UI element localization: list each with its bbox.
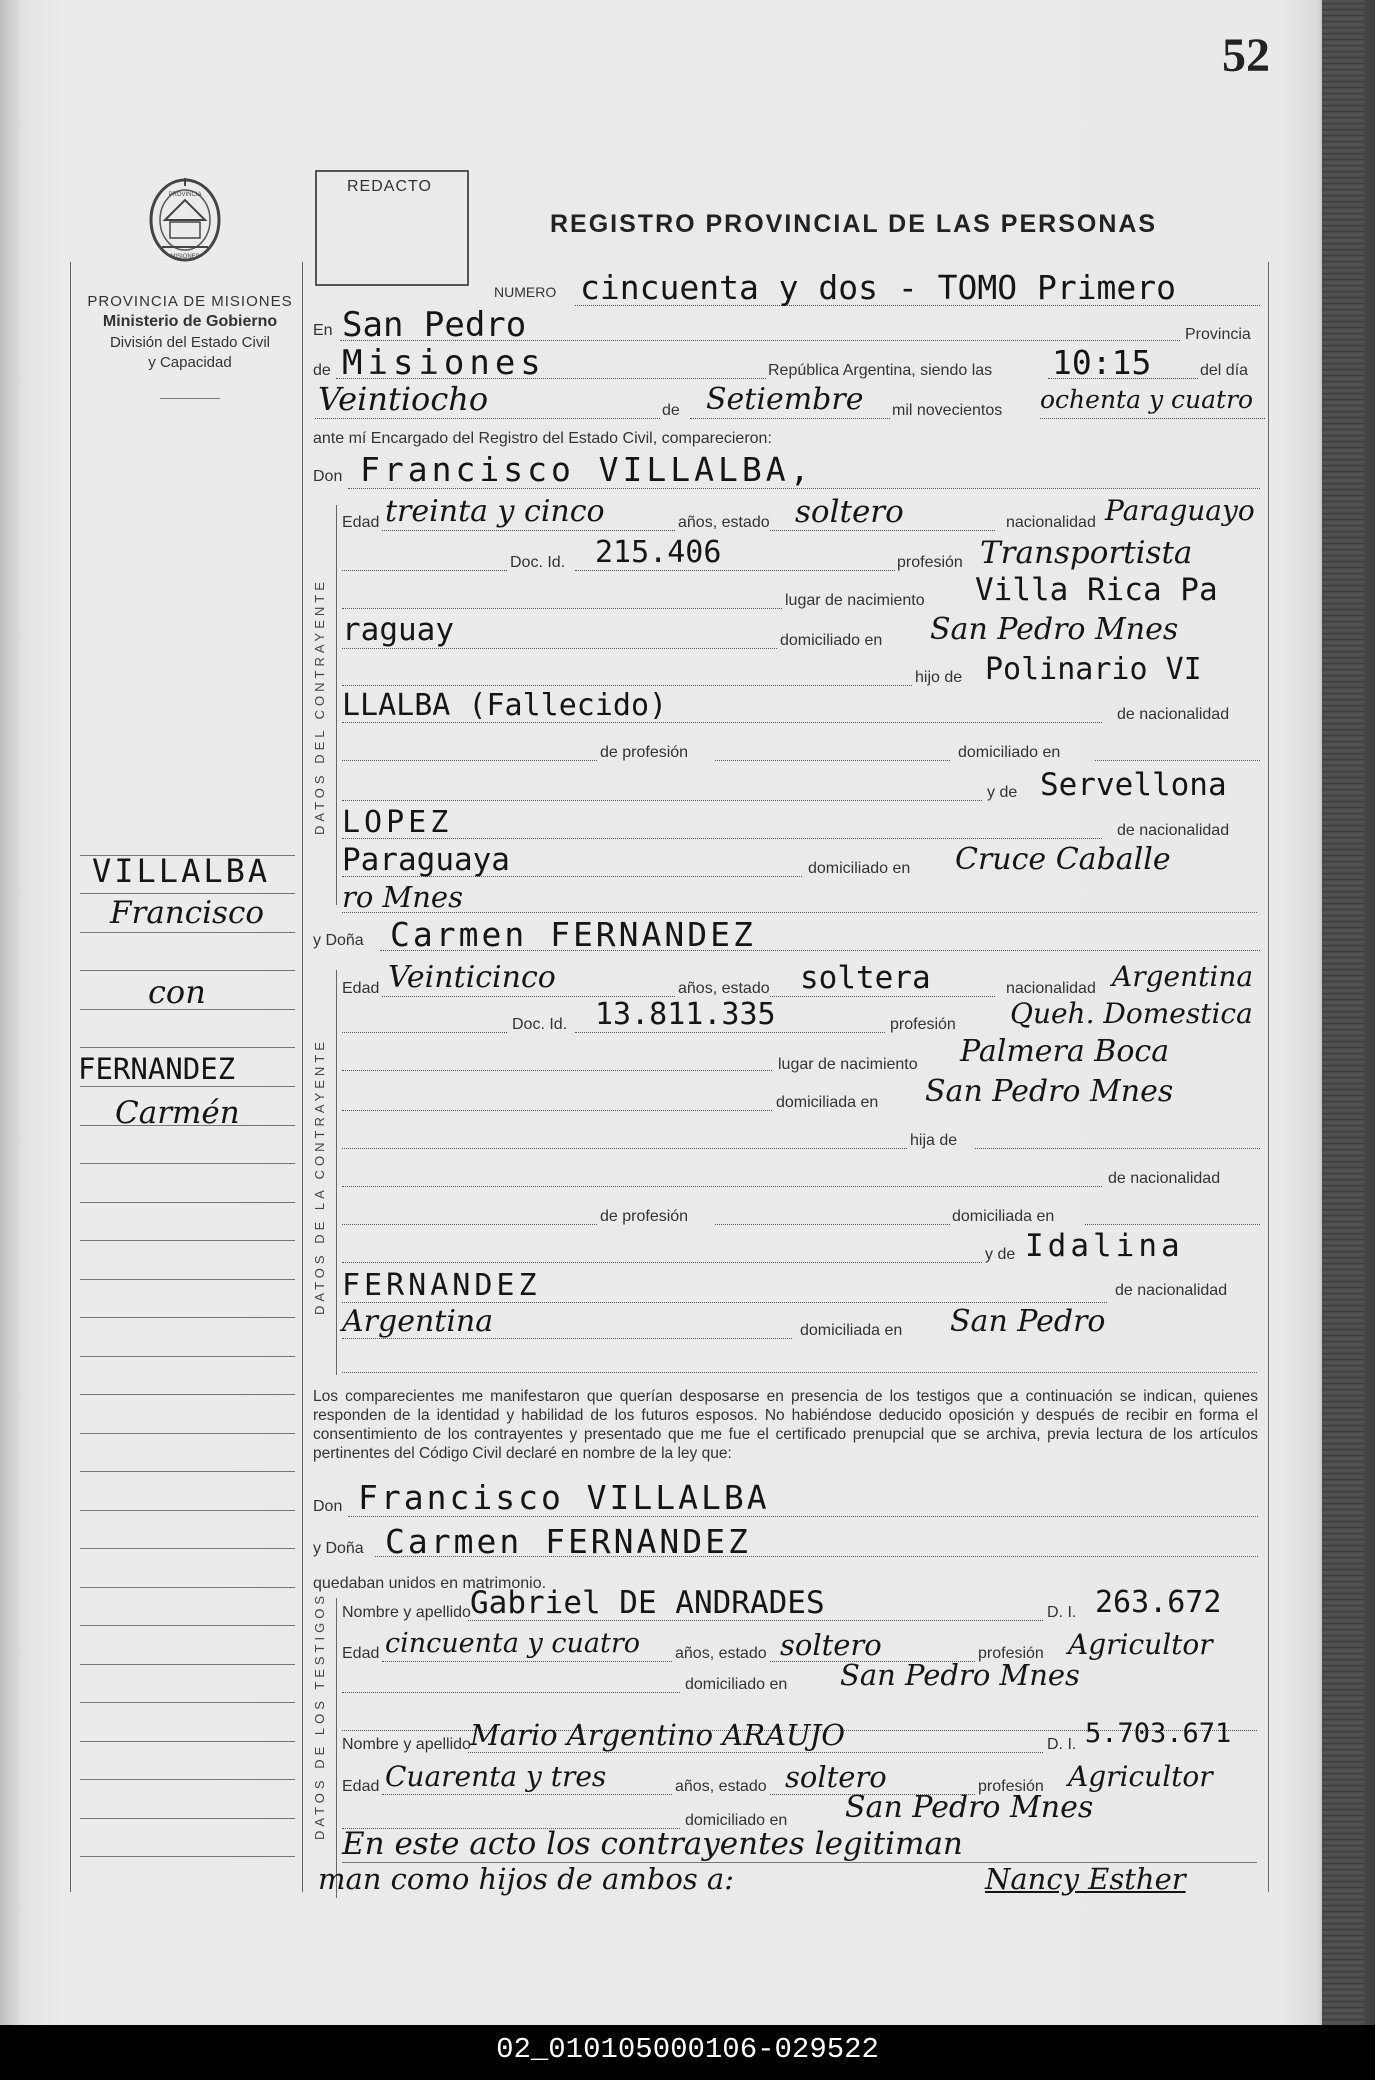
margin-rule [80, 1664, 295, 1665]
groom-blank-line [342, 760, 597, 761]
groom-lugar-2: raguay [342, 612, 454, 648]
de-mes-label: de [662, 402, 680, 419]
groom-blank-line [342, 570, 507, 571]
bride-padre-nac-label: de nacionalidad [1108, 1170, 1221, 1187]
bride-domicilio: San Pedro Mnes [925, 1074, 1174, 1109]
witness2-prof-label: profesión [978, 1778, 1044, 1795]
declared-don-label: Don [313, 1498, 343, 1515]
groom-estado-label: años, estado [678, 514, 770, 531]
numero-label: NUMERO [494, 284, 557, 300]
margin-rule [80, 893, 295, 894]
margin-rule [80, 1356, 295, 1357]
witness2-edad-line [382, 1794, 672, 1795]
bride-profesion: Queh. Domestica [1010, 997, 1253, 1030]
margin-rule [80, 1856, 295, 1857]
margin-rule [80, 1240, 295, 1241]
mil-label: mil novecientos [892, 402, 1003, 419]
groom-padre-1: Polinario VI [985, 652, 1202, 687]
witness1-prof-label: profesión [978, 1645, 1044, 1662]
groom-edad-line [382, 530, 675, 531]
witness2-domicilio: San Pedro Mnes [845, 1790, 1094, 1825]
witness2-estado: soltero [785, 1760, 887, 1794]
bride-blank-line [715, 1224, 950, 1225]
margin-rule [80, 1279, 295, 1280]
groom-blank-line [342, 800, 982, 801]
header-divider [160, 398, 220, 399]
bride-padre-dom-label: domiciliada en [952, 1208, 1055, 1225]
margin-rule [80, 1702, 295, 1703]
republica-label: República Argentina, siendo las [768, 362, 993, 379]
witness1-di: 263.672 [1095, 1585, 1222, 1620]
bride-prof-label: profesión [890, 1016, 956, 1033]
groom-doc-line [575, 570, 895, 571]
groom-madre-1: Servellona [1040, 767, 1227, 803]
bride-yde-label: y de [985, 1246, 1016, 1263]
groom-blank-line [342, 608, 782, 609]
groom-doc-label: Doc. Id. [510, 554, 566, 571]
bride-bracket [336, 970, 337, 1375]
witness1-estado-label: años, estado [675, 1645, 767, 1662]
bride-blank-line [342, 1224, 597, 1225]
bride-madre-2: FERNANDEZ [342, 1268, 541, 1303]
bride-madre-1: Idalina [1025, 1228, 1184, 1264]
groom-edad: treinta y cinco [385, 494, 605, 529]
witness2-estado-label: años, estado [675, 1778, 767, 1795]
seal-top-text: PROVINCIA [168, 192, 202, 198]
seal-bottom-text: MISIONES [170, 254, 200, 260]
margin-rule [80, 1433, 295, 1434]
groom-madre-dom-2: ro Mnes [342, 880, 463, 914]
anio-value: ochenta y cuatro [1040, 385, 1254, 414]
groom-blank-line [342, 685, 912, 686]
provincia-label: Provincia [1185, 326, 1251, 343]
groom-name: Francisco VILLALBA, [360, 450, 814, 489]
hora-value: 10:15 [1052, 343, 1152, 382]
margin-rule [80, 1471, 295, 1472]
groom-padre-prof-label: de profesión [600, 744, 689, 761]
bride-blank-line [342, 1070, 772, 1071]
groom-profesion: Transportista [980, 535, 1193, 571]
bride-doc: 13.811.335 [595, 997, 776, 1032]
dia-value: Veintiocho [318, 380, 489, 418]
witness1-edad: cincuenta y cuatro [385, 1628, 641, 1659]
dona-label: y Doña [313, 932, 364, 949]
witness2-di-label: D. I. [1047, 1736, 1077, 1753]
redacto-label: REDACTO [347, 178, 432, 195]
groom-madre-2: LOPEZ [342, 805, 453, 840]
dia-line [315, 418, 660, 419]
bride-padre-line [975, 1148, 1260, 1149]
bride-padre-prof-label: de profesión [600, 1208, 689, 1225]
page-number: 52 [1222, 29, 1270, 82]
numero-value: cincuenta y dos - TOMO Primero [580, 268, 1177, 307]
margin-rule [80, 1086, 295, 1087]
margin-rule [80, 1548, 295, 1549]
groom-madre-nac-label: de nacionalidad [1117, 822, 1230, 839]
bride-madre-dom-label: domiciliada en [800, 1322, 903, 1339]
anio-line [1040, 418, 1265, 419]
bride-edad: Veinticinco [388, 960, 556, 995]
margin-rule [80, 1741, 295, 1742]
groom-hijo-label: hijo de [915, 669, 963, 686]
witness1-blank-line [342, 1692, 680, 1693]
witness2-name-line [468, 1752, 1043, 1753]
ante-text: ante mí Encargado del Registro del Estado Civil, comparecieron: [313, 430, 772, 447]
witness2-name: Mario Argentino ARAUJO [470, 1718, 846, 1752]
groom-prof-label: profesión [897, 554, 963, 571]
margin-groom-surname: VILLALBA [92, 852, 271, 890]
witness2-name-label: Nombre y apellido [342, 1736, 471, 1753]
margin-border [302, 262, 303, 1892]
bride-blank-line [342, 1262, 982, 1263]
register-title: REGISTRO PROVINCIAL DE LAS PERSONAS [550, 210, 1158, 238]
witness1-profesion: Agricultor [1068, 1628, 1213, 1661]
redacto-box [315, 170, 469, 286]
witness2-dom-label: domiciliado en [685, 1812, 788, 1829]
margin-groom-name: Francisco [110, 895, 264, 931]
bride-hija-label: hija de [910, 1132, 958, 1149]
left-border [70, 262, 71, 1892]
margin-rule [80, 1047, 295, 1048]
groom-dom-label: domiciliado en [780, 632, 883, 649]
margin-rule [80, 1818, 295, 1819]
bride-blank-line [342, 1148, 907, 1149]
document-id: 02_010105000106-029522 [496, 2033, 879, 2066]
groom-lugar-1: Villa Rica Pa [975, 572, 1218, 608]
note-line-2b: Nancy Esther [985, 1862, 1186, 1896]
witness2-di: 5.703.671 [1085, 1718, 1232, 1749]
bride-blank-line [342, 1186, 1102, 1187]
don-label: Don [313, 468, 343, 485]
margin-rule [80, 1587, 295, 1588]
witness1-name-label: Nombre y apellido [342, 1604, 471, 1621]
groom-lugar-label: lugar de nacimiento [785, 592, 925, 609]
bride-estado-line [770, 996, 995, 997]
margin-rule [80, 932, 295, 933]
margin-rule [80, 1779, 295, 1780]
bride-blank-line [1085, 1224, 1260, 1225]
bride-doc-label: Doc. Id. [512, 1016, 568, 1033]
bride-doc-line [575, 1032, 885, 1033]
margin-con: con [148, 973, 206, 1011]
bride-blank-line [342, 1110, 772, 1111]
margin-rule [80, 1625, 295, 1626]
bride-name: Carmen FERNANDEZ [390, 915, 756, 954]
groom-madre-dom-label: domiciliado en [808, 860, 911, 877]
margin-bride-surname: FERNANDEZ [78, 1052, 236, 1086]
declared-dona: Carmen FERNANDEZ [385, 1522, 751, 1561]
division-label: División del Estado Civil [109, 334, 271, 351]
declared-don: Francisco VILLALBA [358, 1478, 770, 1517]
groom-madre-line [342, 838, 1102, 839]
mes-line [690, 418, 890, 419]
groom-madre-dom-line [342, 912, 1257, 913]
witness2-profesion: Agricultor [1068, 1760, 1213, 1793]
witness-section-label: DATOS DE LOS TESTIGOS [312, 1592, 327, 1840]
groom-madre-nac: Paraguaya [342, 842, 510, 878]
groom-yde-label: y de [987, 784, 1018, 801]
bride-lugar-label: lugar de nacimiento [778, 1056, 918, 1073]
declaration-text: Los comparecientes me manifestaron que querían desposarse en presencia de los testigos que a continuación se indican, quienes responden de la identidad y habilidad de los futuros esposos. No habiéndose deducido oposición y después de recibir en forma el consentimiento de los contrayentes y presentado que me fue el certificado prenupcial que se archiva, previa lectura de los artículos pertinentes del Código Civil declaré en nombre de la ley que: [313, 1388, 1258, 1462]
bride-nacionalidad: Argentina [1112, 960, 1254, 993]
groom-madre-dom-1: Cruce Caballe [955, 842, 1171, 877]
witness2-edad-label: Edad [342, 1778, 380, 1795]
groom-domicilio: San Pedro Mnes [930, 612, 1179, 647]
declared-dona-label: y Doña [313, 1540, 364, 1557]
groom-estado-line [770, 530, 995, 531]
margin-rule [80, 1394, 295, 1395]
del-dia-label: del día [1200, 362, 1249, 379]
witness-bracket [336, 1598, 337, 1898]
mes-value: Setiembre [706, 382, 864, 417]
groom-nacionalidad: Paraguayo [1105, 494, 1255, 527]
margin-rule [80, 970, 295, 971]
bride-madre-nac-label: de nacionalidad [1115, 1282, 1228, 1299]
bride-blank-line [342, 1032, 507, 1033]
bride-blank-line [342, 1372, 1257, 1373]
bride-dom-label: domiciliada en [776, 1094, 879, 1111]
groom-nac-label: nacionalidad [1006, 514, 1096, 531]
groom-bracket [336, 505, 337, 905]
bride-madre-nac: Argentina [342, 1304, 494, 1339]
margin-rule [80, 1202, 295, 1203]
bride-estado: soltera [800, 960, 931, 996]
groom-lugar-line [342, 648, 777, 649]
en-value: San Pedro [342, 305, 527, 345]
capacity-label: y Capacidad [148, 354, 232, 371]
de-label: de [313, 362, 331, 379]
bride-lugar: Palmera Boca [960, 1034, 1170, 1069]
groom-doc: 215.406 [595, 535, 722, 570]
groom-section-label: DATOS DEL CONTRAYENTE [312, 578, 327, 835]
quedaban-text: quedaban unidos en matrimonio. [313, 1575, 547, 1592]
bride-madre-dom: San Pedro [950, 1304, 1106, 1339]
right-border [1268, 262, 1269, 1892]
ministry-label: Ministerio de Gobierno [102, 313, 278, 330]
book-spine [1322, 0, 1364, 2025]
groom-padre-dom-label: domiciliado en [958, 744, 1061, 761]
witness1-edad-label: Edad [342, 1645, 380, 1662]
witness2-edad: Cuarenta y tres [385, 1760, 607, 1793]
witness1-name: Gabriel DE ANDRADES [470, 1585, 825, 1621]
groom-padre-2: LLALBA (Fallecido) [342, 688, 668, 723]
groom-blank-line [715, 760, 950, 761]
de-value: Misiones [342, 343, 546, 383]
witness1-edad-line [382, 1661, 672, 1662]
note-line-1: En este acto los contrayentes legitiman [342, 1826, 963, 1862]
groom-padre-nac-label: de nacionalidad [1117, 706, 1230, 723]
margin-rule [80, 1510, 295, 1511]
margin-rule [80, 1317, 295, 1318]
witness1-dom-label: domiciliado en [685, 1676, 788, 1693]
witness1-domicilio: San Pedro Mnes [840, 1658, 1080, 1692]
witness1-di-label: D. I. [1047, 1604, 1077, 1621]
bride-estado-label: años, estado [678, 980, 770, 997]
bride-nac-label: nacionalidad [1006, 980, 1096, 997]
groom-edad-label: Edad [342, 514, 380, 531]
groom-blank-line [1095, 760, 1260, 761]
margin-bride-name: Carmén [115, 1095, 240, 1131]
bride-section-label: DATOS DE LA CONTRAYENTE [312, 1038, 327, 1315]
groom-estado: soltero [795, 494, 904, 530]
note-line-2a: man como hijos de ambos a: [318, 1862, 734, 1896]
bride-edad-label: Edad [342, 980, 380, 997]
provincial-seal-icon [140, 172, 230, 282]
margin-rule [80, 1163, 295, 1164]
en-label: En [313, 322, 333, 339]
witness1-estado: soltero [780, 1628, 882, 1662]
province-label: PROVINCIA DE MISIONES [87, 293, 293, 310]
